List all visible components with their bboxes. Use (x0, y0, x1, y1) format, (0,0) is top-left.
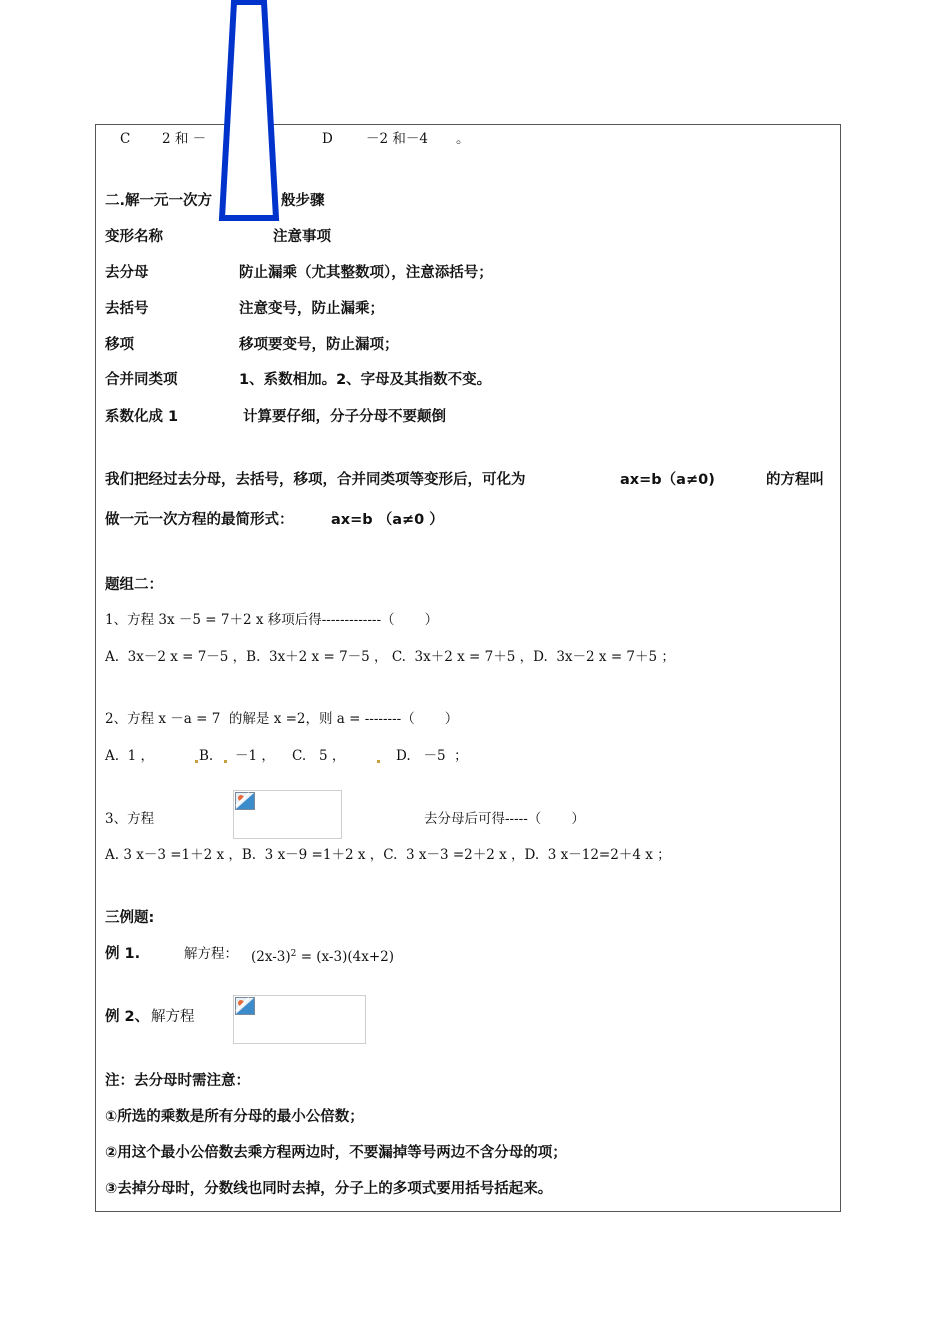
blue-trapezoid-marker (0, 0, 950, 240)
question-2-option-a: A. 1 ， (105, 748, 155, 764)
question-3-options: A. 3 x－3 =1＋2 x ，B. 3 x－9 =1＋2 x ，C. 3 x－3 =2＋2 x ，D. 3 x－12=2＋4 x ； (105, 847, 671, 863)
col-header-note: 注意事项 (273, 229, 331, 245)
question-2: 2、方程 x －a = 7 的解是 x =2，则 a = --------（ ） (105, 711, 459, 727)
option-c-label: C (120, 131, 131, 147)
option-d-text: －2 和－4 (366, 131, 428, 147)
marker-dot (224, 760, 227, 763)
step-note: 移项要变号，防止漏项； (239, 337, 399, 353)
question-1-options: A. 3x－2 x = 7－5 ，B. 3x＋2 x = 7－5 ， C. 3x＋2 x = 7＋5 ，D. 3x－2 x = 7＋5 ； (105, 649, 675, 665)
step-note: 计算要仔细，分子分母不要颠倒 (243, 409, 446, 425)
step-note: 1、系数相加。2、字母及其指数不变。 (239, 372, 492, 388)
step-name: 合并同类项 (105, 372, 178, 388)
example-2-text: 解方程 (151, 1009, 195, 1025)
broken-image-equation (233, 790, 342, 839)
note-item: ③去掉分母时，分数线也同时去掉，分子上的多项式要用括号括起来。 (105, 1181, 553, 1197)
note-item: ②用这个最小公倍数去乘方程两边时，不要漏掉等号两边不含分母的项； (105, 1145, 567, 1161)
step-name: 去分母 (105, 265, 149, 281)
section2-heading-left: 二.解一元一次方 (105, 193, 213, 209)
question-2-option-c: C. 5 ， (292, 748, 346, 764)
summary-formula: ax=b（a≠0) (620, 472, 715, 488)
broken-image-icon (235, 997, 255, 1015)
step-note: 防止漏乘（尤其整数项），注意添括号； (239, 265, 493, 281)
broken-image-icon (235, 792, 255, 810)
marker-dot (377, 760, 380, 763)
summary-text-end: 的方程叫 (766, 472, 824, 488)
broken-image-equation (233, 995, 366, 1044)
step-name: 系数化成 1 (105, 409, 179, 425)
question-2-option-b: B. (199, 748, 214, 764)
example-1-label: 例 1. (105, 946, 141, 962)
group2-heading: 题组二： (105, 577, 163, 593)
question-3-suffix: 去分母后可得-----（ ） (424, 811, 585, 827)
note-heading: 注：去分母时需注意： (105, 1073, 250, 1089)
option-c-text: 2 和 － (162, 131, 207, 147)
summary-line2-formula: ax=b （a≠0 ） (331, 512, 444, 528)
section2-heading-right: 般步骤 (281, 193, 325, 209)
question-1: 1、方程 3x －5 = 7＋2 x 移项后得-------------（ ） (105, 612, 439, 628)
option-d-tail: 。 (456, 131, 470, 147)
step-name: 去括号 (105, 301, 149, 317)
marker-dot (195, 760, 198, 763)
note-item: ①所选的乘数是所有分母的最小公倍数； (105, 1109, 364, 1125)
summary-line2: 做一元一次方程的最简形式： (105, 512, 294, 528)
summary-text: 我们把经过去分母，去括号，移项，合并同类项等变形后，可化为 (105, 472, 526, 488)
question-2-option-b-value: －1 ， (235, 748, 275, 764)
section3-heading: 三例题: (105, 910, 155, 926)
example-2-label: 例 2、 (105, 1009, 150, 1025)
question-2-option-d: D. －5 ； (396, 748, 468, 764)
step-note: 注意变号，防止漏乘； (239, 301, 384, 317)
step-name: 移项 (105, 337, 134, 353)
example-1-equation: $(2x-3)^2 = (x-3)(4x+2)$ (251, 949, 394, 965)
col-header-name: 变形名称 (105, 229, 163, 245)
content-frame (95, 124, 841, 1212)
question-3-prefix: 3、方程 (105, 811, 155, 827)
example-1-prefix: 解方程： (184, 946, 238, 962)
option-d-label: D (322, 131, 333, 147)
